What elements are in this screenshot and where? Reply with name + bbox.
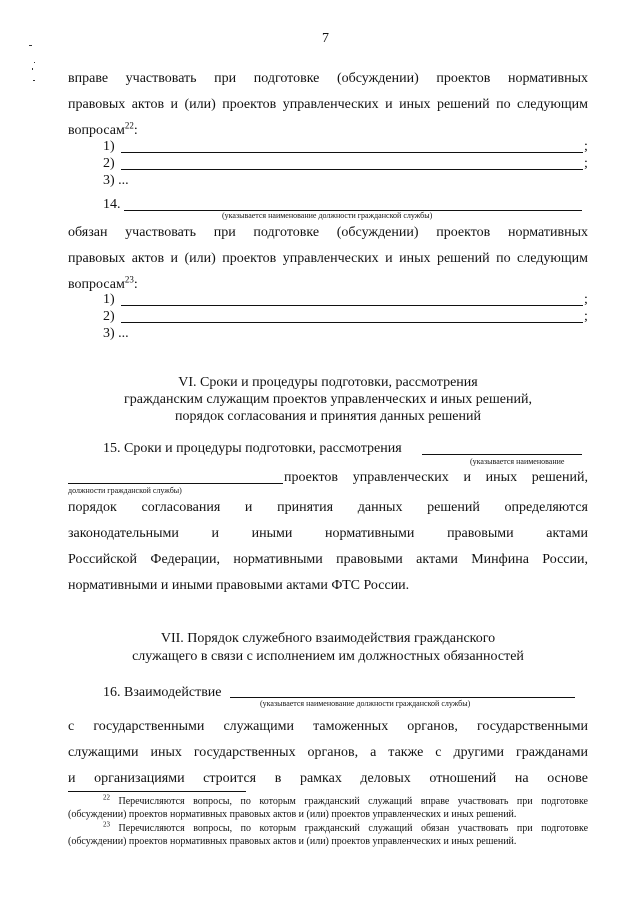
field-caption: (указывается наименование <box>470 457 565 466</box>
list-item-number: 2) <box>103 309 115 324</box>
item-number: 14. <box>103 197 121 212</box>
field-caption: должности гражданской службы) <box>68 486 182 495</box>
margin-mark <box>34 62 35 63</box>
field-caption: (указывается наименование должности гражданской службы) <box>222 211 433 220</box>
section-heading: порядок согласования и принятия данных решений <box>175 409 481 424</box>
semicolon: ; <box>584 292 588 307</box>
footnote-separator <box>68 791 246 792</box>
fill-line <box>422 454 582 455</box>
list-item-number: 2) <box>103 156 115 171</box>
fill-line <box>121 152 583 153</box>
footnote-text: Перечисляются вопросы, по которым гражданский служащий обязан участвовать при подготовке <box>118 823 589 834</box>
footnote-text: Перечисляются вопросы, по которым гражданский служащий вправе участвовать при подготовке <box>118 796 588 807</box>
list-item-number: 1) <box>103 139 115 154</box>
paragraph-line: с государственными служащими таможенных органов, государственными <box>68 719 588 734</box>
section-heading: гражданским служащим проектов управленческих и иных решений, <box>124 392 532 407</box>
paragraph-line: служащими иных государственных органов, а также с другими гражданами <box>68 745 588 760</box>
section-heading: VI. Сроки и процедуры подготовки, рассмотрения <box>178 375 478 390</box>
text: вопросам <box>68 277 125 292</box>
text: : <box>133 123 138 138</box>
fill-line <box>230 697 575 698</box>
paragraph-line: проектов управленческих и иных решений, <box>284 470 588 485</box>
footnote: (обсуждении) проектов нормативных правовых актов и (или) проектов управленческих и иных решений. <box>68 836 517 847</box>
paragraph-line: правовых актов и (или) проектов управленческих и иных решений по следующим <box>68 251 588 266</box>
footnote-ref: 23 <box>124 274 134 285</box>
semicolon: ; <box>584 309 588 324</box>
paragraph-line: порядок согласования и принятия данных решений определяются <box>68 500 588 515</box>
margin-mark <box>29 45 32 46</box>
footnote <box>103 822 588 835</box>
fill-line <box>68 483 283 484</box>
footnote <box>103 795 588 808</box>
footnote-mark: 22 <box>103 793 110 802</box>
paragraph-line: нормативными и иными правовыми актами ФТС России. <box>68 578 410 593</box>
section-heading: служащего в связи с исполнением им должностных обязанностей <box>132 649 524 664</box>
text: : <box>133 277 138 292</box>
semicolon: ; <box>584 156 588 171</box>
list-item-number: 3) ... <box>103 173 129 188</box>
paragraph-line: 15. Сроки и процедуры подготовки, рассмотрения <box>103 441 402 456</box>
section-heading: VII. Порядок служебного взаимодействия гражданского <box>160 631 496 646</box>
footnote-ref: 22 <box>124 120 134 131</box>
paragraph-line: законодательными и иными нормативными правовыми актами <box>68 526 588 541</box>
text: вопросам <box>68 123 125 138</box>
fill-line <box>121 169 583 170</box>
field-caption: (указывается наименование должности гражданской службы) <box>260 699 471 708</box>
margin-mark <box>32 68 33 70</box>
paragraph-line: и организациями строится в рамках деловых отношений на основе <box>68 771 588 786</box>
fill-line <box>121 322 583 323</box>
footnote: (обсуждении) проектов нормативных правовых актов и (или) проектов управленческих и иных решений. <box>68 809 517 820</box>
paragraph-line: 16. Взаимодействие <box>103 685 222 700</box>
margin-mark <box>33 80 35 81</box>
paragraph-line: правовых актов и (или) проектов управленческих и иных решений по следующим <box>68 97 588 112</box>
paragraph-line: вправе участвовать при подготовке (обсуждении) проектов нормативных <box>68 71 588 86</box>
fill-line <box>121 305 583 306</box>
list-item-number: 1) <box>103 292 115 307</box>
semicolon: ; <box>584 139 588 154</box>
paragraph-line: Российской Федерации, нормативными правовыми актами Минфина России, <box>68 552 588 567</box>
footnote-mark: 23 <box>103 820 110 829</box>
page-number: 7 <box>322 31 329 46</box>
list-item-number: 3) ... <box>103 326 129 341</box>
paragraph-line: обязан участвовать при подготовке (обсуждении) проектов нормативных <box>68 225 588 240</box>
